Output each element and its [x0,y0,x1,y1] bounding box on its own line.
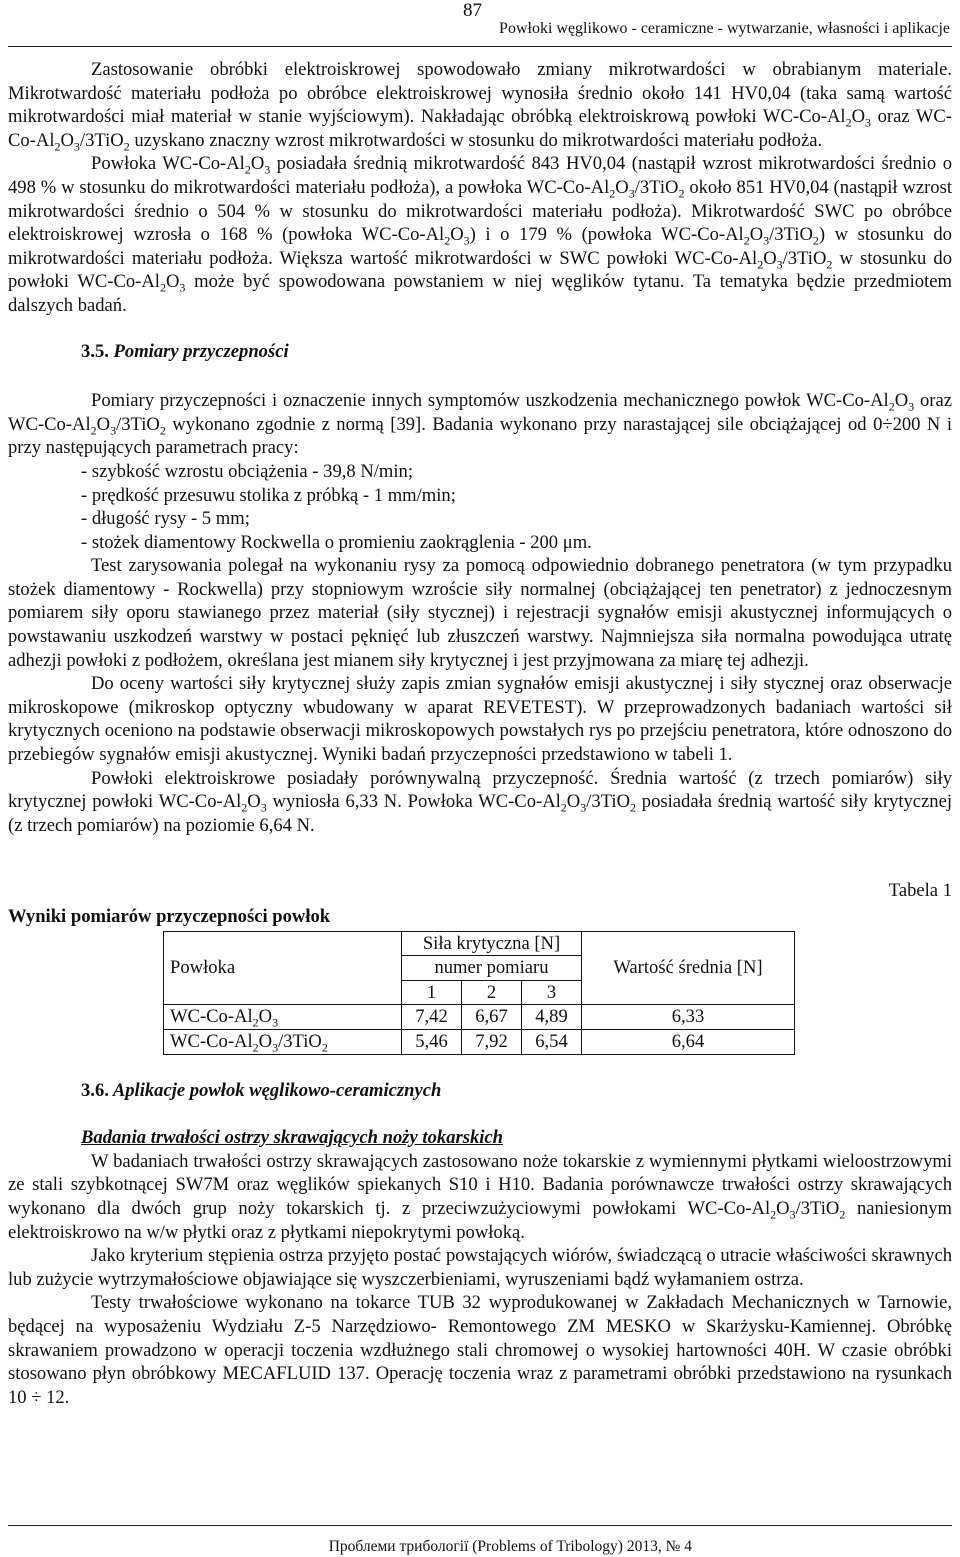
mean-value: 6,33 [582,1005,795,1030]
section-heading-adhesion [8,340,952,364]
paragraph-scratch-test: Test zarysowania polegał na wykonaniu rysy za pomocą odpowiednio dobranego penetratora (w tym przypadku stożek diamentowy - Rockwella) przy stopniowym wzroście siły normalnej (obciążającej ten penetrator) z jednoczesnym pomiarem siły oporu stawianego przez materiał (siły stycznej) i rejestracji sygnałów emisji akustycznej informujących o powstawaniu uszkodzeń warstwy w postaci pęknięć lub złuszczeń warstwy. Najmniejsza siła normalna powodująca utratę adhezji powłoki z podłożem, określana jest mianem siły krytycznej i jest przyjmowana za miarę tej adhezji. [8,555,952,671]
header-critical-force: Siła krytyczna [N] [402,931,582,956]
running-title: Powłoki węglikowo - ceramiczne - wytwarzanie, własności i aplikacje [499,20,950,37]
measurement-value: 6,54 [522,1029,582,1054]
page-number: 87 [463,0,482,21]
table-title: Wyniki pomiarów przyczepności powłok [8,906,331,927]
table-row [164,1005,795,1030]
paragraph-tool-life-tests: W badaniach trwałości ostrzy skrawających zastosowano noże tokarskie z wymiennymi płytkami wieloostrzowymi ze stali szybkotnącej SW7M oraz węglików spiekanych S10 i H10. Badania porównawcze trwałości ostrzy skrawających wykonano dla dwóch grup noży tokarskich tj. z przeciwzużyciowymi powłokami $WC-Co-Al_2O_3/3TiO_2$ naniesionym elektroiskrowo na w/w płytki oraz z płytkami niepokrytymi powłoką. [8,1150,952,1243]
parameter-list-item: - szybkość wzrostu obciążenia - 39,8 N/min; [81,460,414,482]
measurement-value: 5,46 [402,1029,462,1054]
page-header [8,0,952,47]
measurement-value: 4,89 [522,1005,582,1030]
measurement-value: 7,42 [402,1005,462,1030]
section-title: Aplikacje powłok węglikowo-ceramicznych [112,1079,442,1101]
measurement-value: 7,92 [462,1029,522,1054]
adhesion-results-table [163,931,795,1055]
body-text [8,58,952,1409]
paragraph-test-conditions: Testy trwałościowe wykonano na tokarce TUB 32 wyprodukowanej w Zakładach Mechanicznych w Tarnowie, będącej na wyposażeniu Wydziału Z-5 Narzędziowo- Remontowego ZM MESKO w Skarżysku-Kamiennej. Obróbkę skrawaniem prowadzono w operacji toczenia wzdłużnego stali chromowej o wysokiej hartowności 40H. W czasie obróbki stosowano płyn obróbkowy MECAFLUID 137. Operację toczenia wraz z parametrami obróbki przedstawiono na rysunkach 10 ÷ 12. [8,1292,952,1408]
table-row [164,1029,795,1054]
table-header-row [164,931,795,956]
paragraph-adhesion-method: Pomiary przyczepności i oznaczenie innych symptomów uszkodzenia mechanicznego powłok $WC-Co-Al_2O_3$ oraz $WC-Co-Al_2O_3/3TiO_2$ wykonano zgodnie z normą [39]. Badania wykonano przy narastającej sile obciążającej od 0÷200 N i przy następujących parametrach pracy: [8,390,952,459]
header-measurement-number: numer pomiaru [402,956,582,981]
coating-name: $WC-Co-Al_2O_3$ [164,1005,402,1030]
section-title: Pomiary przyczepności [113,340,289,362]
parameter-list-item: - długość rysy - 5 mm; [81,508,250,530]
journal-footer: Проблеми трибології (Problems of Tribology) 2013, № 4 [328,1538,692,1555]
header-mean: Wartość średnia [N] [582,931,795,1005]
measurement-number: 3 [522,980,582,1005]
measurement-value: 6,67 [462,1005,522,1030]
paragraph-critical-force: Do oceny wartości siły krytycznej służy zapis zmian sygnałów emisji akustycznej i siły stycznej oraz obserwacje mikroskopowe (mikroskop optyczny wbudowany w aparat REVETEST). W przeprowadzonych badaniach wartości sił krytycznych oceniono na podstawie obserwacji mikroskopowych powstałych rys po przejściu penetratora, które odnoszono do przebiegów sygnałów emisji akustycznej. Wyniki badań przyczepności przedstawiono w tabeli 1. [8,673,952,766]
mean-value: 6,64 [582,1029,795,1054]
parameter-list-item: - prędkość przesuwu stolika z próbką - 1 mm/min; [81,484,456,506]
paragraph-blunting-criterion: Jako kryterium stępienia ostrza przyjęto postać powstających wiórów, świadczącą o utracie właściwości skrawnych lub zużycie wytrzymałościowe objawiające się wyszczerbieniami, wyruszeniami bądź wyłamaniem ostrza. [8,1245,952,1290]
measurement-number: 2 [462,980,522,1005]
paragraph-microhardness-results: Powłoka $WC-Co-Al_2O_3$ posiadała średnią mikrotwardość 843 HV0,04 (nastąpił wzrost mikrotwardości średnio o 498 % w stosunku do mikrotwardości materiału podłoża), a powłoka $WC-Co-Al_2O_3/3TiO_2$ około 851 HV0,04 (nastąpił wzrost mikrotwardości średnio o 504 % w stosunku do mikrotwardości materiału podłoża). Mikrotwardość SWC po obróbce elektroiskrowej wzrosła o 168 % (powłoka $WC-Co-Al_2O_3$) i o 179 % (powłoka $WC-Co-Al_2O_3/3TiO_2$) w stosunku do mikrotwardości materiału podłoża. Większa wartość mikrotwardości w SWC powłoki $WC-Co-Al_2O_3/3TiO_2$ w stosunku do powłoki $WC-Co-Al_2O_3$ może być spowodowana powstaniem w niej węglików tytanu. Ta tematyka będzie przedmiotem dalszych badań. [8,153,952,316]
header-coating: Powłoka [164,931,402,1005]
section-number: 3.5. [81,340,109,362]
paragraph-adhesion-results: Powłoki elektroiskrowe posiadały porównywalną przyczepność. Średnia wartość (z trzech pomiarów) siły krytycznej powłoki $WC-Co-Al_2O_3$ wyniosła 6,33 N. Powłoka $WC-Co-Al_2O_3/3TiO_2$ posiadała średnią wartość siły krytycznej (z trzech pomiarów) na poziomie 6,64 N. [8,767,953,836]
measurement-number: 1 [402,980,462,1005]
section-number: 3.6. [81,1079,109,1101]
paragraph-microhardness-intro: Zastosowanie obróbki elektroiskrowej spowodowało zmiany mikrotwardości w obrabianym materiale. Mikrotwardość materiału podłoża po obróbce elektroiskrowej wynosiła średnio około 141 HV0,04 (taka samą wartość mikrotwardości miał materiał w stanie wyjściowym). Nakładając obróbką elektroiskrową powłoki $WC-Co-Al_2O_3$ oraz $WC-Co-Al_2O_3/3TiO_2$ uzyskano znaczny wzrost mikrotwardości w stosunku do mikrotwardości materiału podłoża. [8,59,952,154]
coating-name: $WC-Co-Al_2O_3/3TiO_2$ [164,1029,402,1054]
section-heading-applications [8,1079,952,1103]
footer-rule [8,1525,952,1526]
table-caption: Tabela 1 [888,880,952,902]
subsection-heading: Badania trwałości ostrzy skrawających noży tokarskich [81,1127,504,1149]
parameter-list-item: - stożek diamentowy Rockwella o promieniu zaokrąglenia - 200 μm. [81,531,592,553]
